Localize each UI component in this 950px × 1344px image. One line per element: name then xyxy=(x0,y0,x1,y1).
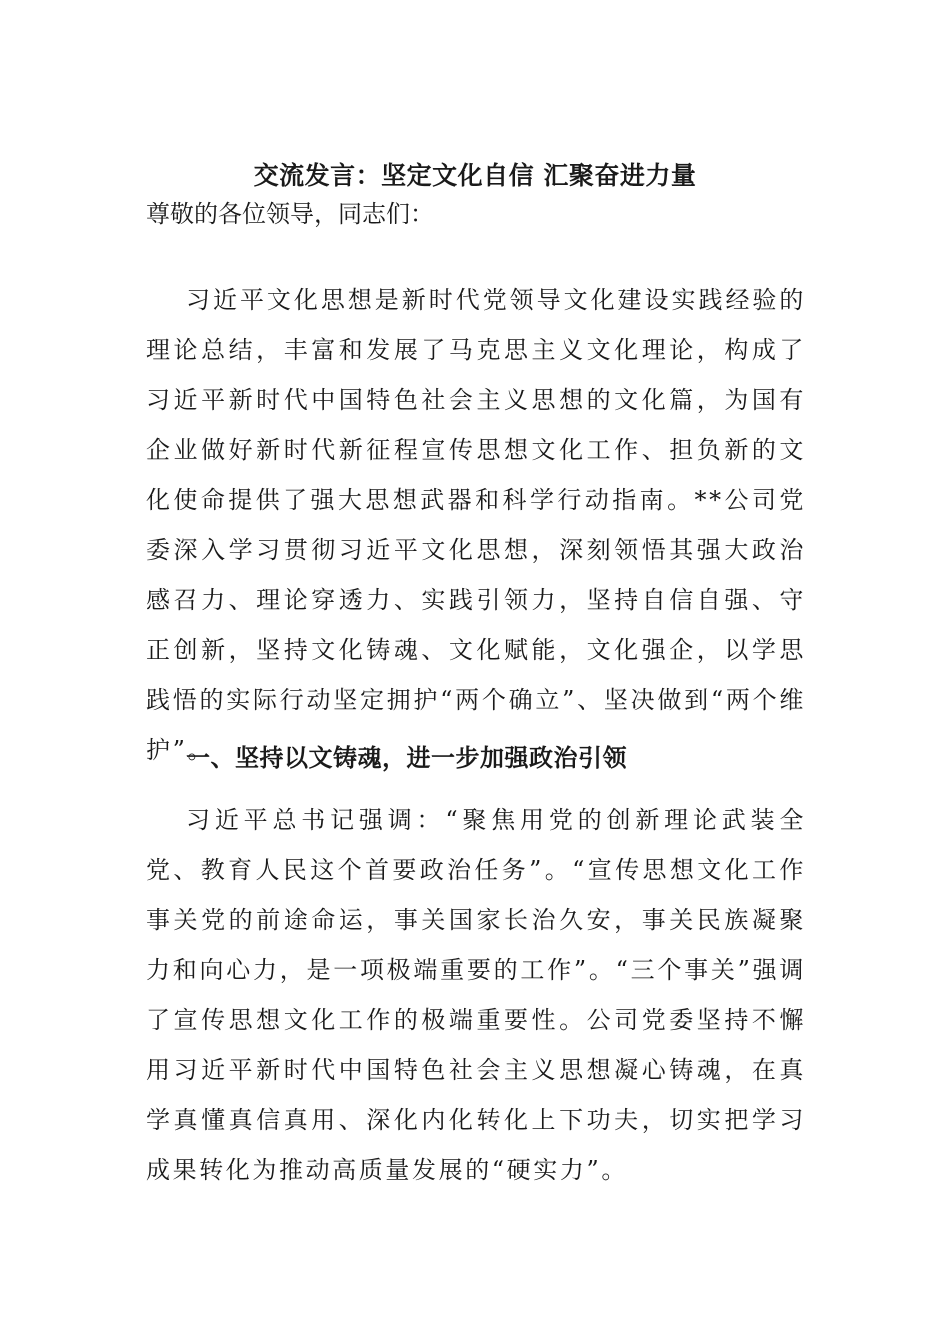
document-title: 交流发言：坚定文化自信 汇聚奋进力量 xyxy=(253,161,697,190)
body-paragraph-2: 习近平总书记强调：“聚焦用党的创新理论武装全党、教育人民这个首要政治任务”。“宣传思想文化工作事关党的前途命运，事关国家长治久安，事关民族凝聚力和向心力，是一项极端重要的工作”。“三个事关”强调了宣传思想文化工作的极端重要性。公司党委坚持不懈用习近平新时代中国特色社会主义思想凝心铸魂，在真学真懂真信真用、深化内化转化上下功夫，切实把学习成果转化为推动高质量发展的“硬实力”。 xyxy=(146,806,806,1184)
salutation: 尊敬的各位领导，同志们： xyxy=(146,200,434,228)
body-paragraph-1: 习近平文化思想是新时代党领导文化建设实践经验的理论总结，丰富和发展了马克思主义文化理论，构成了习近平新时代中国特色社会主义思想的文化篇，为国有企业做好新时代新征程宣传思想文化工作、担负新的文化使命提供了强大思想武器和科学行动指南。**公司党委深入学习贯彻习近平文化思想，深刻领悟其强大政治感召力、理论穿透力、实践引领力，坚持自信自强、守正创新，坚持文化铸魂、文化赋能，文化强企，以学思践悟的实际行动坚定拥护“两个确立”、坚决做到“两个维护”。 xyxy=(146,286,806,764)
section-heading-1: 一、坚持以文铸魂，进一步加强政治引领 xyxy=(186,744,627,772)
